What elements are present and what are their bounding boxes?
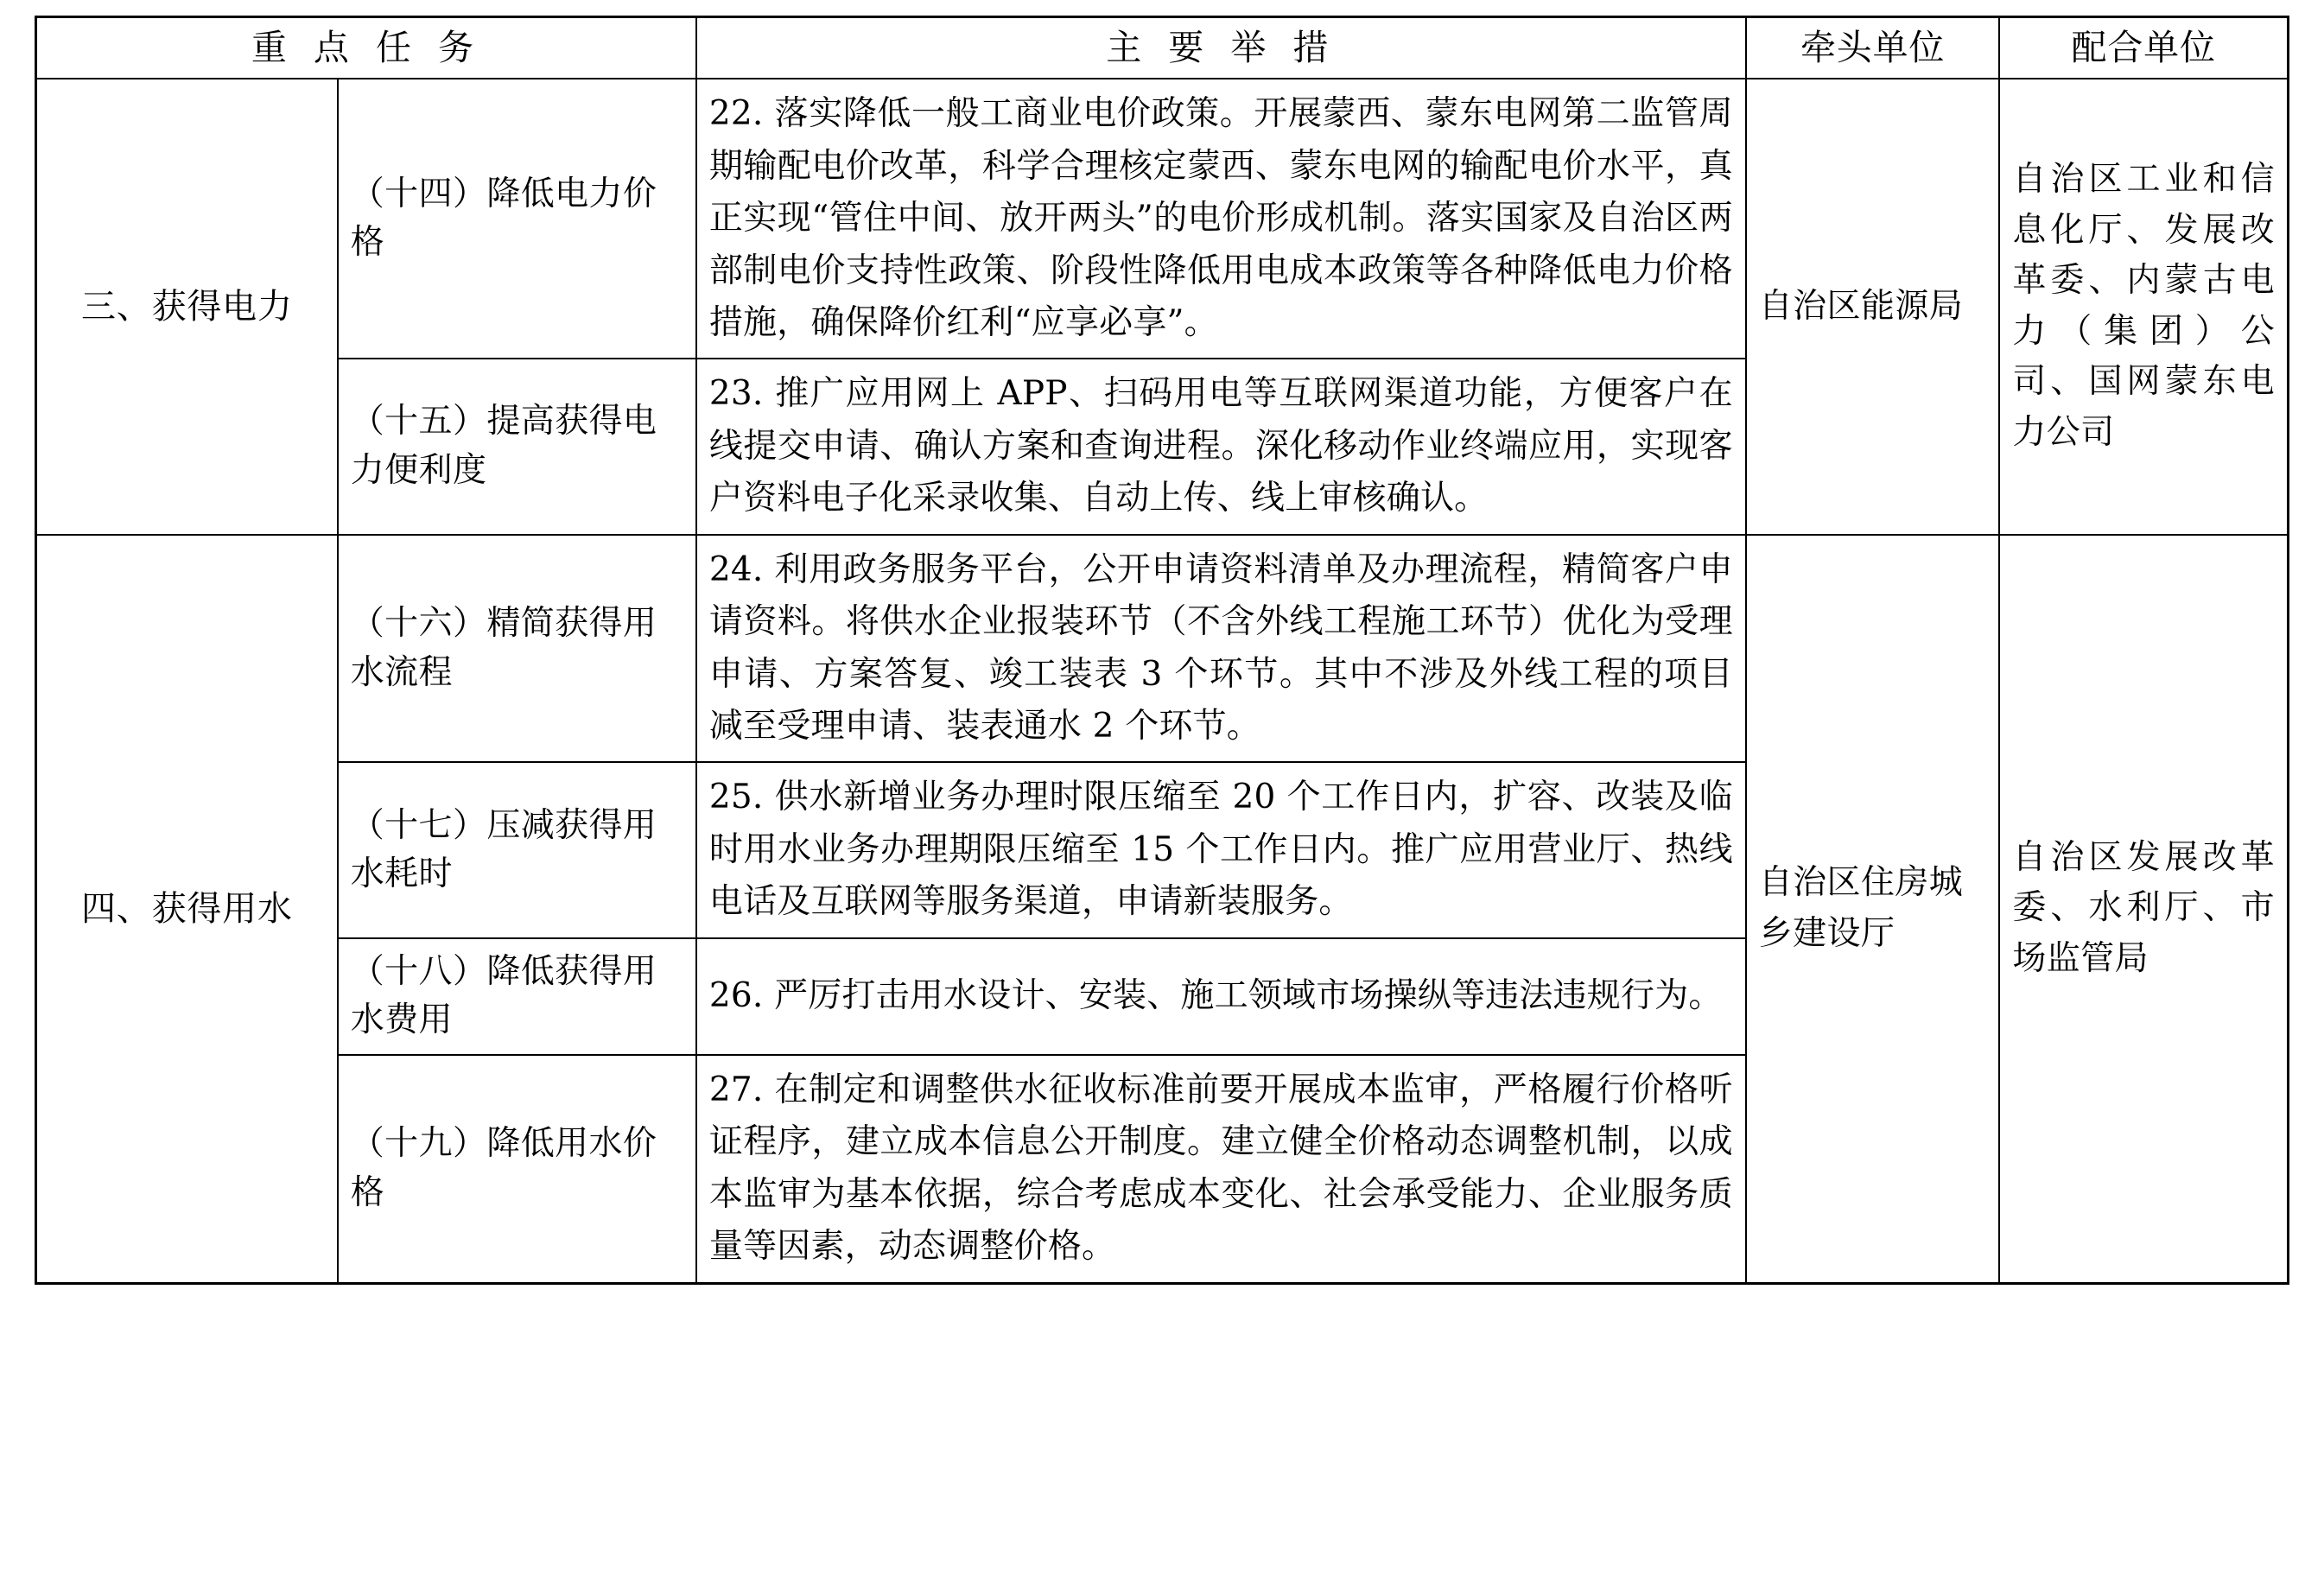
- header-lead-unit: 牵头单位: [1746, 17, 2000, 79]
- category-cell-electricity: 三、获得电力: [36, 79, 338, 535]
- subtask-cell: （十六）精简获得用水流程: [338, 535, 696, 763]
- table-row: [36, 535, 2289, 763]
- category-cell-water: 四、获得用水: [36, 535, 338, 1283]
- lead-unit-cell: 自治区能源局: [1746, 79, 2000, 535]
- subtask-cell: （十五）提高获得电力便利度: [338, 359, 696, 534]
- measure-cell: 27. 在制定和调整供水征收标准前要开展成本监审，严格履行价格听证程序，建立成本信息公开制度。建立健全价格动态调整机制，以成本监审为基本依据，综合考虑成本变化、社会承受能力、企业服务质量等因素，动态调整价格。: [696, 1055, 1746, 1283]
- subtask-cell: （十九）降低用水价格: [338, 1055, 696, 1283]
- measure-cell: 22. 落实降低一般工商业电价政策。开展蒙西、蒙东电网第二监管周期输配电价改革，科学合理核定蒙西、蒙东电网的输配电价水平，真正实现“管住中间、放开两头”的电价形成机制。落实国家及自治区两部制电价支持性政策、阶段性降低用电成本政策等各种降低电力价格措施，确保降价红利“应享必享”。: [696, 79, 1746, 359]
- subtask-cell: （十四）降低电力价格: [338, 79, 696, 359]
- header-main-measures: 主 要 举 措: [696, 17, 1746, 79]
- header-key-task: 重 点 任 务: [36, 17, 696, 79]
- measure-cell: 23. 推广应用网上 APP、扫码用电等互联网渠道功能，方便客户在线提交申请、确认方案和查询进程。深化移动作业终端应用，实现客户资料电子化采录收集、自动上传、线上审核确认。: [696, 359, 1746, 534]
- cooperating-unit-cell: 自治区发展改革委、水利厅、市场监管局: [1999, 535, 2288, 1283]
- measure-cell: 26. 严厉打击用水设计、安装、施工领域市场操纵等违法违规行为。: [696, 938, 1746, 1055]
- table-body: [36, 79, 2289, 1283]
- subtask-cell: （十八）降低获得用水费用: [338, 938, 696, 1055]
- table-header: [36, 17, 2289, 79]
- measure-cell: 24. 利用政务服务平台，公开申请资料清单及办理流程，精简客户申请资料。将供水企业报装环节（不含外线工程施工环节）优化为受理申请、方案答复、竣工装表 3 个环节。其中不涉及外线工程的项目减至受理申请、装表通水 2 个环节。: [696, 535, 1746, 763]
- lead-unit-cell: 自治区住房城乡建设厅: [1746, 535, 2000, 1283]
- cooperating-unit-cell: 自治区工业和信息化厅、发展改革委、内蒙古电力（集团）公司、国网蒙东电力公司: [1999, 79, 2288, 535]
- header-cooperating-unit: 配合单位: [1999, 17, 2288, 79]
- table-row: [36, 79, 2289, 359]
- subtask-cell: （十七）压减获得用水耗时: [338, 762, 696, 937]
- header-row: [36, 17, 2289, 79]
- measure-cell: 25. 供水新增业务办理时限压缩至 20 个工作日内，扩容、改装及临时用水业务办理期限压缩至 15 个工作日内。推广应用营业厅、热线电话及互联网等服务渠道，申请新装服务。: [696, 762, 1746, 937]
- task-measures-table: [35, 16, 2289, 1285]
